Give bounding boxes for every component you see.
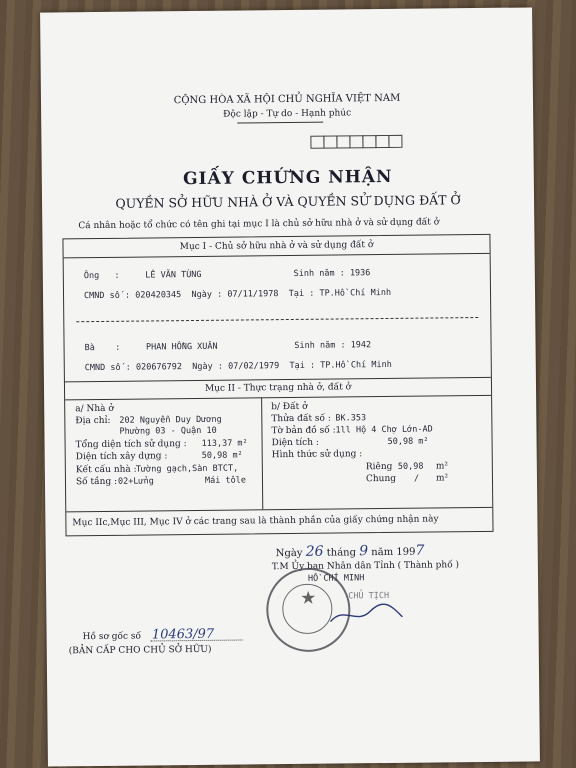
- floor-area-label: Tổng diện tích sử dụng :: [75, 439, 187, 451]
- floors-value: 02+Lửng Mái tôle: [117, 475, 246, 487]
- section-footer-note: Mục IIc,Mục III, Mục IV ở các trang sau là thành phần của giấy chứng nhận này: [72, 514, 439, 529]
- date-prefix: Ngày: [275, 547, 303, 560]
- structure-label: Kết cấu nhà :: [75, 464, 137, 476]
- house-label: a/ Nhà ở: [75, 403, 114, 415]
- date-day: 26: [305, 543, 324, 560]
- owner1-line1: Ông : LÊ VĂN TÙNG Sinh năm : 1936: [83, 268, 371, 282]
- date-month: 9: [359, 543, 369, 560]
- owner1-line2: CMND số : 020420345 Ngày : 07/11/1978 Tại : TP.Hồ Chí Minh: [83, 287, 392, 302]
- owner2-line1: Bà : PHAN HỒNG XUÂN Sinh năm : 1942: [84, 340, 372, 354]
- certificate-frame: [62, 234, 493, 536]
- private-value: 50,98: [397, 461, 424, 472]
- official-seal: ★: [266, 567, 351, 652]
- structure-value: Tường gạch,Sàn BTCT,: [135, 463, 239, 475]
- file-number-value: 10463/97: [151, 626, 215, 643]
- section2-heading: Mục II - Thực trạng nhà ở, đất ở: [204, 382, 352, 394]
- map-label: Tờ bản đồ số :: [271, 425, 336, 437]
- issuing-authority: T.M Ủy ban Nhân dân Tỉnh ( Thành phố ): [271, 560, 460, 573]
- floors-label: Số tầng :: [75, 476, 118, 488]
- land-area-value: 50,98 m²: [387, 436, 429, 447]
- signature-mark: [326, 599, 406, 630]
- land-label: b/ Đất ở: [271, 401, 308, 413]
- year-prefix: năm 199: [371, 546, 416, 559]
- plot-value: BK.353: [335, 413, 367, 424]
- address-line2: Phường 03 - Quận 10: [119, 425, 217, 437]
- signer-role: CHỦ TỊCH: [348, 590, 390, 602]
- section1-heading: Mục I - Chủ sở hữu nhà ở và sử dụng đất ở: [179, 240, 374, 253]
- serial-boxes: [311, 135, 402, 149]
- motto-underline: [237, 122, 323, 124]
- private-label: Riêng: [365, 461, 393, 473]
- built-area-value: 50,98 m²: [201, 450, 243, 461]
- address-label: Địa chỉ:: [75, 415, 111, 427]
- issue-date: [276, 543, 425, 561]
- shared-unit: m²: [435, 473, 449, 484]
- motto: Độc lập - Tự do - Hạnh phúc: [223, 108, 352, 120]
- built-area-label: Diện tích xây dựng :: [75, 451, 168, 463]
- floor-area-value: 113,37 m²: [201, 438, 248, 449]
- certificate-subtitle: QUYỀN SỞ HỮU NHÀ Ở VÀ QUYỀN SỬ DỤNG ĐẤT Ở: [115, 192, 461, 211]
- file-number-label: Hồ sơ gốc số: [82, 631, 142, 643]
- copy-note: (BẢN CẤP CHO CHỦ SỞ HỮU): [68, 644, 212, 657]
- owner2-line2: CMND số : 020676792 Ngày : 07/02/1979 Tại : TP.Hồ Chí Minh: [84, 359, 392, 374]
- plot-label: Thửa đất số :: [271, 413, 331, 425]
- certificate-page: [40, 7, 540, 766]
- map-value: 1ll Hộ 4 Chợ Lớn-AD: [335, 424, 433, 436]
- issuing-city: HỒ CHÍ MINH: [307, 573, 365, 584]
- private-unit: m²: [435, 461, 449, 472]
- address-line1: 202 Nguyễn Duy Dương: [119, 414, 222, 426]
- shared-value: /: [413, 473, 420, 484]
- land-area-label: Diện tích :: [271, 437, 319, 449]
- country-heading: CỘNG HÒA XÃ HỘI CHỦ NGHĨA VIỆT NAM: [173, 92, 401, 107]
- date-year-digit: 7: [415, 542, 425, 559]
- certificate-title: GIẤY CHỨNG NHẬN: [182, 166, 393, 190]
- shared-label: Chung: [365, 473, 397, 485]
- usage-form-label: Hình thức sử dụng :: [271, 449, 363, 461]
- month-prefix: tháng: [326, 547, 357, 559]
- certificate-intro: Cá nhân hoặc tổ chức có tên ghi tại mục I là chủ sở hữu nhà ở và sử dụng đất ở: [78, 217, 440, 232]
